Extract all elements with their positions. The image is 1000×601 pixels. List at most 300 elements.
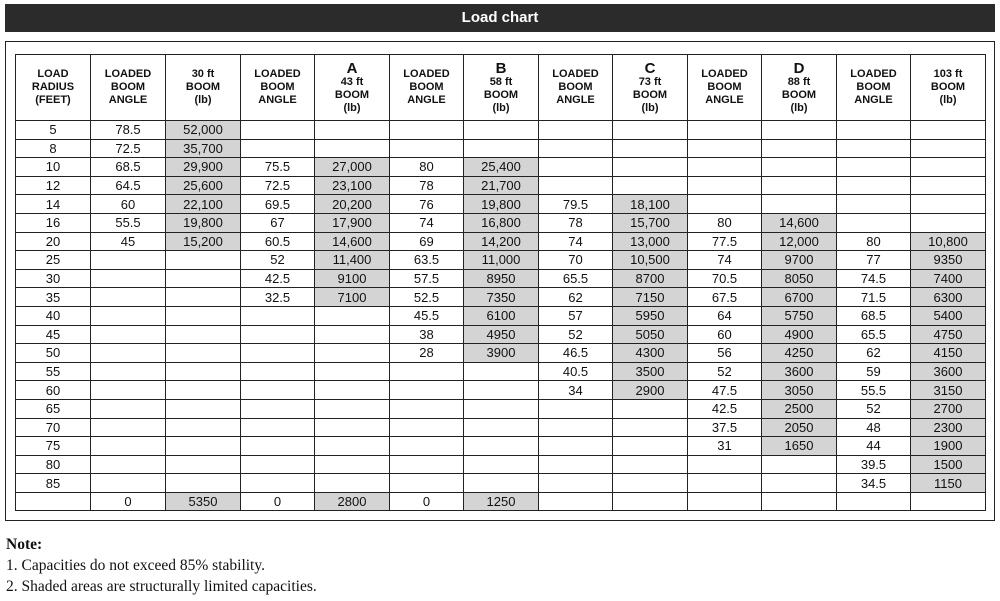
angle-cell	[688, 176, 762, 195]
header-line: (lb)	[939, 94, 957, 106]
angle-cell	[241, 437, 315, 456]
capacity-cell	[166, 455, 241, 474]
header-line: BOOM	[558, 81, 593, 93]
capacity-cell: 25,400	[464, 158, 539, 177]
angle-cell: 52.5	[390, 288, 464, 307]
angle-cell	[688, 139, 762, 158]
header-line: BOOM	[781, 88, 817, 101]
table-row	[16, 232, 986, 251]
header-line: ANGLE	[258, 94, 297, 106]
angle-cell: 67.5	[688, 288, 762, 307]
angle-cell: 70	[539, 251, 613, 270]
table-row	[16, 213, 986, 232]
angle-cell	[837, 158, 911, 177]
capacity-cell	[315, 474, 390, 493]
angle-cell: 70.5	[688, 269, 762, 288]
angle-cell: 78.5	[91, 121, 166, 140]
angle-cell: 65.5	[539, 269, 613, 288]
angle-cell	[539, 492, 613, 511]
capacity-cell: 5400	[911, 306, 986, 325]
capacity-cell: 2700	[911, 399, 986, 418]
angle-cell	[688, 195, 762, 214]
capacity-cell: 4250	[762, 344, 837, 363]
capacity-cell: 3500	[613, 362, 688, 381]
capacity-cell	[613, 437, 688, 456]
capacity-cell: 14,200	[464, 232, 539, 251]
angle-cell	[241, 474, 315, 493]
capacity-cell	[762, 139, 837, 158]
header-line: BOOM	[110, 81, 146, 93]
angle-cell: 52	[539, 325, 613, 344]
angle-cell	[539, 474, 613, 493]
angle-cell	[390, 418, 464, 437]
capacity-cell	[911, 139, 986, 158]
angle-cell: 67	[241, 213, 315, 232]
capacity-cell: 19,800	[464, 195, 539, 214]
angle-cell	[539, 158, 613, 177]
angle-cell	[539, 455, 613, 474]
note-item-2: 2. Shaded areas are structurally limited capacities.	[6, 578, 317, 595]
header-line: ANGLE	[407, 94, 446, 106]
capacity-cell	[613, 455, 688, 474]
table-row	[16, 139, 986, 158]
capacity-cell: 15,700	[613, 213, 688, 232]
capacity-cell: 1650	[762, 437, 837, 456]
capacity-cell	[166, 325, 241, 344]
load-chart-table	[15, 54, 986, 511]
angle-cell: 40.5	[539, 362, 613, 381]
radius-cell: 10	[16, 158, 91, 177]
angle-cell	[837, 139, 911, 158]
radius-cell: 80	[16, 455, 91, 474]
capacity-cell	[762, 474, 837, 493]
angle-cell: 65.5	[837, 325, 911, 344]
radius-cell: 5	[16, 121, 91, 140]
capacity-cell: 5950	[613, 306, 688, 325]
angle-cell	[241, 418, 315, 437]
capacity-cell	[464, 399, 539, 418]
angle-cell: 45.5	[390, 306, 464, 325]
capacity-cell	[166, 399, 241, 418]
angle-cell: 80	[390, 158, 464, 177]
capacity-cell: 11,400	[315, 251, 390, 270]
angle-cell	[91, 399, 166, 418]
capacity-cell	[762, 195, 837, 214]
capacity-cell: 4950	[464, 325, 539, 344]
angle-cell: 63.5	[390, 251, 464, 270]
capacity-cell: 8950	[464, 269, 539, 288]
capacity-cell: 6300	[911, 288, 986, 307]
radius-cell: 50	[16, 344, 91, 363]
radius-cell: 30	[16, 269, 91, 288]
header-line: BOOM	[856, 81, 891, 93]
capacity-cell: 4900	[762, 325, 837, 344]
angle-cell: 60	[91, 195, 166, 214]
header-line: BOOM	[260, 81, 295, 93]
radius-cell: 16	[16, 213, 91, 232]
angle-cell	[241, 381, 315, 400]
capacity-cell	[911, 195, 986, 214]
table-row	[16, 325, 986, 344]
header-line: (lb)	[194, 94, 212, 106]
angle-cell: 68.5	[837, 306, 911, 325]
angle-cell	[91, 362, 166, 381]
radius-cell: 70	[16, 418, 91, 437]
column-header	[688, 55, 762, 121]
capacity-cell: 20,200	[315, 195, 390, 214]
capacity-cell	[166, 269, 241, 288]
radius-cell: 8	[16, 139, 91, 158]
capacity-cell: 15,200	[166, 232, 241, 251]
capacity-cell: 5750	[762, 306, 837, 325]
capacity-cell	[464, 121, 539, 140]
capacity-cell: 1900	[911, 437, 986, 456]
angle-cell: 42.5	[688, 399, 762, 418]
capacity-cell: 9350	[911, 251, 986, 270]
capacity-cell	[464, 455, 539, 474]
capacity-cell	[464, 381, 539, 400]
capacity-cell	[911, 492, 986, 511]
angle-cell	[390, 437, 464, 456]
angle-cell: 55.5	[91, 213, 166, 232]
header-line: LOADED	[104, 68, 152, 80]
radius-cell: 14	[16, 195, 91, 214]
header-line: ANGLE	[854, 94, 893, 106]
header-line: BOOM	[185, 81, 221, 93]
angle-cell	[91, 325, 166, 344]
capacity-cell	[613, 492, 688, 511]
capacity-cell: 10,800	[911, 232, 986, 251]
angle-cell	[241, 306, 315, 325]
capacity-cell	[613, 176, 688, 195]
capacity-cell	[315, 437, 390, 456]
capacity-cell	[464, 139, 539, 158]
capacity-cell: 3600	[762, 362, 837, 381]
angle-cell: 59	[837, 362, 911, 381]
angle-cell: 34.5	[837, 474, 911, 493]
angle-cell	[837, 492, 911, 511]
capacity-cell	[166, 418, 241, 437]
angle-cell: 71.5	[837, 288, 911, 307]
capacity-cell: 25,600	[166, 176, 241, 195]
capacity-cell: 8050	[762, 269, 837, 288]
angle-cell	[241, 121, 315, 140]
capacity-cell: 4750	[911, 325, 986, 344]
radius-cell: 20	[16, 232, 91, 251]
angle-cell	[390, 455, 464, 474]
angle-cell: 78	[390, 176, 464, 195]
angle-cell	[91, 455, 166, 474]
angle-cell	[91, 344, 166, 363]
capacity-cell	[315, 306, 390, 325]
radius-cell: 45	[16, 325, 91, 344]
capacity-cell: 7400	[911, 269, 986, 288]
radius-cell: 85	[16, 474, 91, 493]
capacity-cell	[166, 474, 241, 493]
angle-cell	[91, 381, 166, 400]
capacity-cell: 6100	[464, 306, 539, 325]
header-line: LOADED	[403, 68, 450, 80]
angle-cell: 55.5	[837, 381, 911, 400]
capacity-cell: 1150	[911, 474, 986, 493]
header-line: ANGLE	[108, 94, 148, 106]
capacity-cell: 2050	[762, 418, 837, 437]
angle-cell: 31	[688, 437, 762, 456]
header-line: BOOM	[632, 88, 668, 101]
capacity-cell	[315, 418, 390, 437]
capacity-cell	[315, 121, 390, 140]
header-line: 88 ft	[787, 75, 811, 88]
angle-cell: 34	[539, 381, 613, 400]
capacity-cell	[315, 455, 390, 474]
capacity-cell: 6700	[762, 288, 837, 307]
angle-cell	[837, 176, 911, 195]
angle-cell: 77	[837, 251, 911, 270]
chart-title: Load chart	[461, 9, 539, 26]
angle-cell	[91, 437, 166, 456]
header-line: ANGLE	[705, 94, 744, 106]
chart-title-banner	[5, 4, 995, 32]
angle-cell: 77.5	[688, 232, 762, 251]
angle-cell	[91, 418, 166, 437]
capacity-cell: 2900	[613, 381, 688, 400]
capacity-cell: 3050	[762, 381, 837, 400]
capacity-cell: 1500	[911, 455, 986, 474]
header-line: BOOM	[930, 81, 966, 93]
header-line: LOADED	[552, 68, 599, 80]
capacity-cell: 21,700	[464, 176, 539, 195]
capacity-cell: 11,000	[464, 251, 539, 270]
angle-cell	[837, 195, 911, 214]
capacity-cell: 2800	[315, 492, 390, 511]
notes-title: Note:	[6, 536, 43, 553]
capacity-cell: 7350	[464, 288, 539, 307]
column-header	[613, 55, 688, 121]
header-line: (lb)	[790, 101, 808, 114]
capacity-cell: 23,100	[315, 176, 390, 195]
angle-cell: 62	[539, 288, 613, 307]
header-line: BOOM	[334, 88, 370, 101]
capacity-cell: 4150	[911, 344, 986, 363]
table-row	[16, 195, 986, 214]
capacity-cell: 18,100	[613, 195, 688, 214]
angle-cell: 80	[688, 213, 762, 232]
angle-cell: 37.5	[688, 418, 762, 437]
header-line: 30 ft	[191, 68, 215, 80]
header-line: 103 ft	[933, 68, 963, 80]
capacity-cell: 16,800	[464, 213, 539, 232]
table-row	[16, 399, 986, 418]
capacity-cell	[911, 213, 986, 232]
table-body	[16, 121, 986, 511]
angle-cell: 48	[837, 418, 911, 437]
angle-cell	[241, 455, 315, 474]
capacity-cell	[315, 325, 390, 344]
table-row	[16, 437, 986, 456]
angle-cell: 57	[539, 306, 613, 325]
table-row	[16, 344, 986, 363]
capacity-cell	[166, 344, 241, 363]
table-row	[16, 176, 986, 195]
capacity-cell	[464, 437, 539, 456]
capacity-cell: 3900	[464, 344, 539, 363]
header-line: (lb)	[641, 101, 659, 114]
angle-cell	[241, 362, 315, 381]
capacity-cell: 3150	[911, 381, 986, 400]
angle-cell	[688, 474, 762, 493]
angle-cell	[241, 344, 315, 363]
capacity-cell	[613, 474, 688, 493]
capacity-cell: 10,500	[613, 251, 688, 270]
header-line: LOADED	[254, 68, 301, 80]
capacity-cell: 2500	[762, 399, 837, 418]
table-row	[16, 158, 986, 177]
column-header	[315, 55, 390, 121]
header-line: LOAD	[37, 68, 69, 80]
header-line: 58 ft	[489, 75, 513, 88]
capacity-cell	[911, 158, 986, 177]
column-header	[390, 55, 464, 121]
capacity-cell	[166, 306, 241, 325]
column-header	[241, 55, 315, 121]
angle-cell: 52	[241, 251, 315, 270]
capacity-cell	[315, 344, 390, 363]
column-header	[166, 55, 241, 121]
angle-cell: 64	[688, 306, 762, 325]
capacity-cell: 52,000	[166, 121, 241, 140]
capacity-cell	[315, 381, 390, 400]
angle-cell: 75.5	[241, 158, 315, 177]
header-line: LOADED	[850, 68, 897, 80]
angle-cell: 78	[539, 213, 613, 232]
table-row	[16, 269, 986, 288]
angle-cell: 74	[539, 232, 613, 251]
table-row	[16, 455, 986, 474]
capacity-cell	[166, 381, 241, 400]
angle-cell: 64.5	[91, 176, 166, 195]
capacity-cell: 17,900	[315, 213, 390, 232]
angle-cell: 52	[688, 362, 762, 381]
radius-cell	[16, 492, 91, 511]
capacity-cell	[315, 399, 390, 418]
header-line: BOOM	[707, 81, 742, 93]
angle-cell	[91, 251, 166, 270]
angle-cell	[837, 213, 911, 232]
angle-cell	[539, 399, 613, 418]
header-line: (FEET)	[35, 94, 71, 106]
capacity-cell	[166, 251, 241, 270]
capacity-cell	[464, 362, 539, 381]
angle-cell	[539, 139, 613, 158]
radius-cell: 60	[16, 381, 91, 400]
table-row	[16, 381, 986, 400]
radius-cell: 12	[16, 176, 91, 195]
angle-cell: 80	[837, 232, 911, 251]
table-row	[16, 251, 986, 270]
angle-cell	[390, 121, 464, 140]
angle-cell: 44	[837, 437, 911, 456]
column-header	[91, 55, 166, 121]
angle-cell	[837, 121, 911, 140]
capacity-cell	[762, 158, 837, 177]
capacity-cell	[613, 418, 688, 437]
capacity-cell: 19,800	[166, 213, 241, 232]
capacity-cell: 3600	[911, 362, 986, 381]
column-header	[464, 55, 539, 121]
angle-cell	[688, 455, 762, 474]
boom-letter: C	[644, 59, 656, 77]
radius-cell: 65	[16, 399, 91, 418]
boom-letter: D	[793, 59, 805, 77]
angle-cell: 60.5	[241, 232, 315, 251]
header-line: 43 ft	[340, 75, 364, 88]
capacity-cell	[166, 437, 241, 456]
capacity-cell: 22,100	[166, 195, 241, 214]
notes-section	[6, 534, 317, 597]
capacity-cell	[762, 492, 837, 511]
angle-cell	[91, 269, 166, 288]
capacity-cell: 1250	[464, 492, 539, 511]
capacity-cell	[464, 418, 539, 437]
angle-cell: 76	[390, 195, 464, 214]
radius-cell: 25	[16, 251, 91, 270]
table-row	[16, 288, 986, 307]
angle-cell	[241, 399, 315, 418]
header-line: (lb)	[492, 101, 510, 114]
capacity-cell: 13,000	[613, 232, 688, 251]
capacity-cell: 5050	[613, 325, 688, 344]
capacity-cell	[911, 121, 986, 140]
angle-cell: 0	[241, 492, 315, 511]
capacity-cell: 7100	[315, 288, 390, 307]
capacity-cell: 2300	[911, 418, 986, 437]
angle-cell: 52	[837, 399, 911, 418]
angle-cell: 74	[390, 213, 464, 232]
header-line: BOOM	[483, 88, 519, 101]
capacity-cell: 5350	[166, 492, 241, 511]
header-line: 73 ft	[638, 75, 662, 88]
angle-cell: 60	[688, 325, 762, 344]
angle-cell: 69.5	[241, 195, 315, 214]
angle-cell: 74	[688, 251, 762, 270]
boom-letter: B	[495, 59, 507, 77]
capacity-cell	[613, 121, 688, 140]
angle-cell	[390, 399, 464, 418]
angle-cell	[688, 121, 762, 140]
capacity-cell	[315, 362, 390, 381]
capacity-cell	[613, 139, 688, 158]
header-line: RADIUS	[31, 81, 75, 93]
angle-cell: 79.5	[539, 195, 613, 214]
capacity-cell: 7150	[613, 288, 688, 307]
angle-cell	[688, 158, 762, 177]
capacity-cell	[613, 399, 688, 418]
angle-cell	[390, 362, 464, 381]
capacity-cell	[315, 139, 390, 158]
angle-cell	[539, 176, 613, 195]
capacity-cell	[464, 474, 539, 493]
radius-cell: 35	[16, 288, 91, 307]
angle-cell	[539, 121, 613, 140]
angle-cell: 0	[91, 492, 166, 511]
angle-cell: 74.5	[837, 269, 911, 288]
capacity-cell: 27,000	[315, 158, 390, 177]
angle-cell	[390, 381, 464, 400]
header-line: ANGLE	[556, 94, 595, 106]
angle-cell: 72.5	[91, 139, 166, 158]
angle-cell: 39.5	[837, 455, 911, 474]
capacity-cell: 29,900	[166, 158, 241, 177]
